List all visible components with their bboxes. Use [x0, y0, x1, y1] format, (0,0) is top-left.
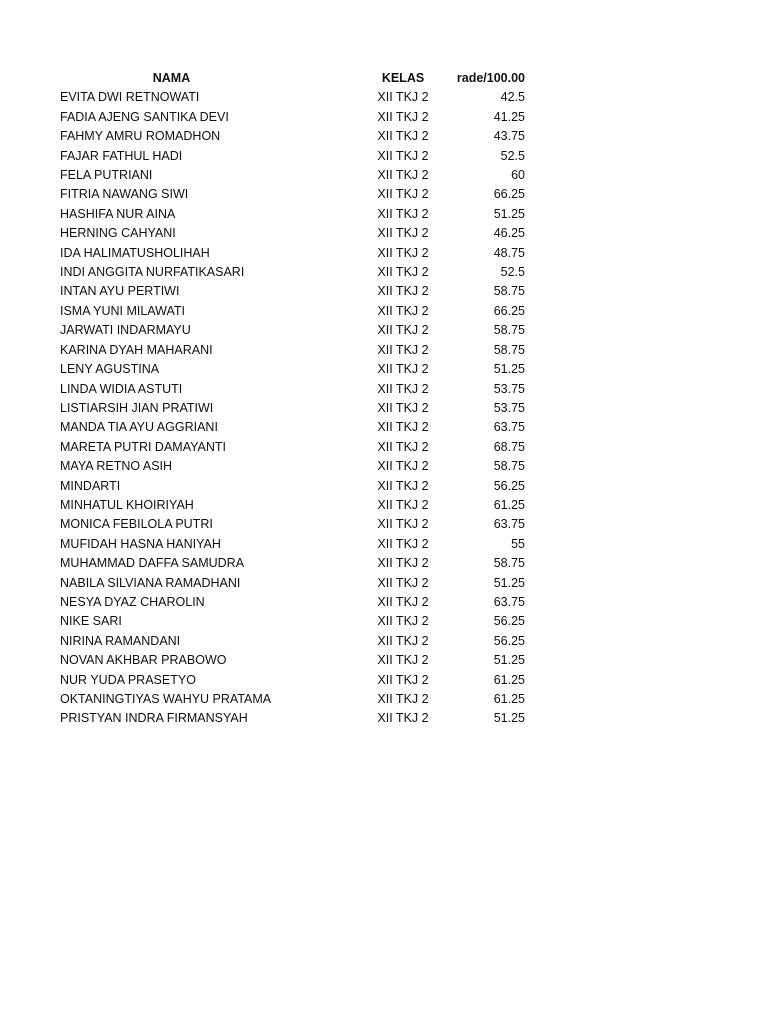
- cell-spacer: [283, 418, 363, 437]
- cell-spacer: [283, 632, 363, 651]
- cell-kelas: XII TKJ 2: [377, 614, 429, 629]
- cell-nama: FADIA AJENG SANTIKA DEVI: [60, 109, 229, 124]
- cell-kelas: XII TKJ 2: [377, 187, 429, 202]
- cell-nama: INDI ANGGITA NURFATIKASARI: [60, 265, 245, 280]
- cell-grade: 66.25: [493, 187, 525, 202]
- cell-spacer: [283, 88, 363, 107]
- grades-table: [60, 69, 525, 729]
- cell-nama: HASHIFA NUR AINA: [60, 206, 176, 221]
- table-row: [60, 185, 525, 204]
- cell-spacer: [283, 321, 363, 340]
- cell-spacer: [283, 166, 363, 185]
- cell-spacer: [283, 515, 363, 534]
- cell-nama: NOVAN AKHBAR PRABOWO: [60, 653, 227, 668]
- cell-spacer: [283, 302, 363, 321]
- cell-nama: LINDA WIDIA ASTUTI: [60, 381, 183, 396]
- cell-grade: 63.75: [493, 594, 525, 609]
- cell-nama: FAJAR FATHUL HADI: [60, 148, 183, 163]
- table-row: [60, 88, 525, 107]
- cell-kelas: XII TKJ 2: [377, 381, 429, 396]
- table-row: [60, 690, 525, 709]
- table-row: [60, 515, 525, 534]
- table-row: [60, 321, 525, 340]
- cell-kelas: XII TKJ 2: [377, 459, 429, 474]
- cell-spacer: [283, 438, 363, 457]
- cell-kelas: XII TKJ 2: [377, 109, 429, 124]
- cell-kelas: XII TKJ 2: [377, 517, 429, 532]
- cell-kelas: XII TKJ 2: [377, 245, 429, 260]
- cell-spacer: [283, 108, 363, 127]
- cell-nama: HERNING CAHYANI: [60, 226, 176, 241]
- table-row: [60, 477, 525, 496]
- cell-nama: LISTIARSIH JIAN PRATIWI: [60, 400, 214, 415]
- cell-nama: JARWATI INDARMAYU: [60, 323, 191, 338]
- cell-spacer: [283, 477, 363, 496]
- cell-spacer: [283, 457, 363, 476]
- cell-spacer: [283, 205, 363, 224]
- cell-nama: MUFIDAH HASNA HANIYAH: [60, 536, 221, 551]
- cell-kelas: XII TKJ 2: [377, 362, 429, 377]
- cell-nama: FELA PUTRIANI: [60, 168, 153, 183]
- table-row: [60, 574, 525, 593]
- cell-spacer: [283, 224, 363, 243]
- cell-spacer: [283, 263, 363, 282]
- cell-nama: MAYA RETNO ASIH: [60, 459, 173, 474]
- cell-grade: 43.75: [493, 129, 525, 144]
- cell-kelas: XII TKJ 2: [377, 342, 429, 357]
- table-row: [60, 224, 525, 243]
- cell-spacer: [283, 690, 363, 709]
- cell-kelas: XII TKJ 2: [377, 284, 429, 299]
- cell-kelas: XII TKJ 2: [377, 711, 429, 726]
- header-row: [60, 69, 525, 88]
- cell-nama: NESYA DYAZ CHAROLIN: [60, 594, 205, 609]
- table-row: [60, 205, 525, 224]
- cell-grade: 56.25: [493, 478, 525, 493]
- cell-grade: 63.75: [493, 517, 525, 532]
- cell-grade: 52.5: [500, 265, 525, 280]
- cell-grade: 58.75: [493, 342, 525, 357]
- cell-nama: MONICA FEBILOLA PUTRI: [60, 517, 213, 532]
- table-row: [60, 263, 525, 282]
- table-row: [60, 302, 525, 321]
- cell-kelas: XII TKJ 2: [377, 265, 429, 280]
- cell-spacer: [283, 593, 363, 612]
- cell-spacer: [283, 574, 363, 593]
- cell-spacer: [283, 341, 363, 360]
- table-row: [60, 535, 525, 554]
- cell-kelas: XII TKJ 2: [377, 594, 429, 609]
- cell-spacer: [283, 671, 363, 690]
- table-row: [60, 709, 525, 728]
- table-row: [60, 127, 525, 146]
- cell-grade: 46.25: [493, 226, 525, 241]
- cell-kelas: XII TKJ 2: [377, 653, 429, 668]
- cell-kelas: XII TKJ 2: [377, 400, 429, 415]
- cell-grade: 58.75: [493, 459, 525, 474]
- cell-kelas: XII TKJ 2: [377, 90, 429, 105]
- cell-grade: 58.75: [493, 556, 525, 571]
- header-kelas: KELAS: [381, 71, 425, 85]
- cell-kelas: XII TKJ 2: [377, 556, 429, 571]
- cell-nama: NIKE SARI: [60, 614, 122, 629]
- cell-kelas: XII TKJ 2: [377, 148, 429, 163]
- cell-grade: 48.75: [493, 245, 525, 260]
- cell-grade: 56.25: [493, 633, 525, 648]
- cell-grade: 52.5: [500, 148, 525, 163]
- cell-grade: 41.25: [493, 109, 525, 124]
- table-row: [60, 612, 525, 631]
- cell-grade: 61.25: [493, 692, 525, 706]
- cell-nama: OKTANINGTIYAS WAHYU PRATAMA: [60, 692, 272, 706]
- cell-spacer: [283, 399, 363, 418]
- cell-grade: 58.75: [493, 323, 525, 338]
- header-grade: [443, 69, 525, 88]
- cell-spacer: [283, 127, 363, 146]
- cell-nama: PRISTYAN INDRA FIRMANSYAH: [60, 711, 248, 726]
- cell-kelas: XII TKJ 2: [377, 575, 429, 590]
- cell-grade: 58.75: [493, 284, 525, 299]
- table-body: [60, 88, 525, 728]
- cell-spacer: [283, 496, 363, 515]
- cell-kelas: XII TKJ 2: [377, 692, 429, 706]
- cell-kelas: XII TKJ 2: [377, 536, 429, 551]
- cell-spacer: [283, 360, 363, 379]
- cell-nama: MUHAMMAD DAFFA SAMUDRA: [60, 556, 245, 571]
- cell-kelas: XII TKJ 2: [377, 168, 429, 183]
- table-row: [60, 108, 525, 127]
- table-row: [60, 593, 525, 612]
- cell-nama: LENY AGUSTINA: [60, 362, 160, 377]
- cell-grade: 53.75: [493, 381, 525, 396]
- cell-spacer: [283, 282, 363, 301]
- cell-grade: 42.5: [500, 90, 525, 105]
- cell-spacer: [283, 535, 363, 554]
- cell-grade: 63.75: [493, 420, 525, 435]
- cell-nama: NUR YUDA PRASETYO: [60, 672, 196, 687]
- cell-grade: 51.25: [493, 653, 525, 668]
- table-row: [60, 496, 525, 515]
- cell-spacer: [283, 554, 363, 573]
- table-row: [60, 671, 525, 690]
- table-row: [60, 147, 525, 166]
- cell-grade: 56.25: [493, 614, 525, 629]
- cell-kelas: XII TKJ 2: [377, 206, 429, 221]
- cell-nama: MANDA TIA AYU AGGRIANI: [60, 420, 218, 435]
- cell-grade: 61.25: [493, 497, 525, 512]
- table-row: [60, 341, 525, 360]
- cell-grade: 55: [511, 536, 525, 551]
- table-row: [60, 399, 525, 418]
- cell-grade: 51.25: [493, 711, 525, 726]
- cell-kelas: XII TKJ 2: [377, 439, 429, 454]
- cell-kelas: XII TKJ 2: [377, 478, 429, 493]
- cell-grade: 53.75: [493, 400, 525, 415]
- cell-spacer: [283, 651, 363, 670]
- cell-kelas: XII TKJ 2: [377, 303, 429, 318]
- cell-grade: 51.25: [493, 362, 525, 377]
- cell-spacer: [283, 147, 363, 166]
- cell-nama: MINDARTI: [60, 478, 121, 493]
- cell-grade: 68.75: [493, 439, 525, 454]
- table-row: [60, 554, 525, 573]
- cell-nama: MARETA PUTRI DAMAYANTI: [60, 439, 226, 454]
- table-row: [60, 457, 525, 476]
- cell-nama: ISMA YUNI MILAWATI: [60, 303, 186, 318]
- table-row: [60, 632, 525, 651]
- cell-grade: 61.25: [493, 672, 525, 687]
- cell-kelas: XII TKJ 2: [377, 226, 429, 241]
- cell-grade: 51.25: [493, 206, 525, 221]
- cell-nama: NIRINA RAMANDANI: [60, 633, 181, 648]
- cell-nama: EVITA DWI RETNOWATI: [60, 90, 200, 105]
- cell-grade: 60: [511, 168, 525, 183]
- cell-kelas: XII TKJ 2: [377, 420, 429, 435]
- cell-kelas: XII TKJ 2: [377, 633, 429, 648]
- cell-nama: NABILA SILVIANA RAMADHANI: [60, 575, 241, 590]
- cell-spacer: [283, 244, 363, 263]
- cell-nama: MINHATUL KHOIRIYAH: [60, 497, 194, 512]
- cell-kelas: XII TKJ 2: [377, 323, 429, 338]
- cell-kelas: XII TKJ 2: [377, 129, 429, 144]
- cell-nama: INTAN AYU PERTIWI: [60, 284, 180, 299]
- cell-kelas: XII TKJ 2: [377, 672, 429, 687]
- cell-spacer: [283, 709, 363, 728]
- table-row: [60, 244, 525, 263]
- cell-nama: FAHMY AMRU ROMADHON: [60, 129, 221, 144]
- cell-grade: 51.25: [493, 575, 525, 590]
- table-header: [60, 69, 525, 88]
- cell-kelas: XII TKJ 2: [377, 497, 429, 512]
- cell-grade: 66.25: [493, 303, 525, 318]
- header-grade-text: rade/100.00: [456, 71, 525, 85]
- table-row: [60, 418, 525, 437]
- header-nama: NAMA: [152, 71, 191, 85]
- cell-spacer: [283, 380, 363, 399]
- cell-nama: FITRIA NAWANG SIWI: [60, 187, 189, 202]
- cell-spacer: [283, 185, 363, 204]
- header-spacer: [283, 69, 363, 88]
- table-row: [60, 380, 525, 399]
- cell-nama: KARINA DYAH MAHARANI: [60, 342, 213, 357]
- table-row: [60, 438, 525, 457]
- table-row: [60, 360, 525, 379]
- cell-nama: IDA HALIMATUSHOLIHAH: [60, 245, 210, 260]
- table-row: [60, 166, 525, 185]
- table-row: [60, 651, 525, 670]
- cell-spacer: [283, 612, 363, 631]
- table-row: [60, 282, 525, 301]
